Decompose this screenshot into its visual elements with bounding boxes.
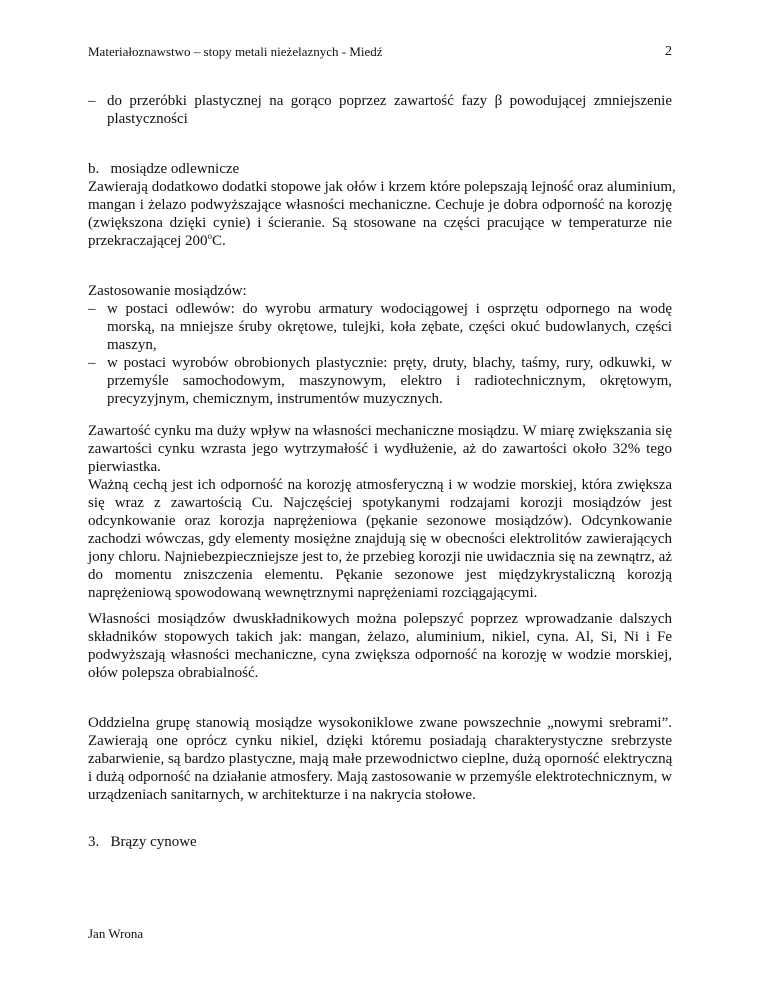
text-line: maszyn, [107, 337, 157, 353]
text-line: urządzeniach sanitarnych, w architekturze i na nakrycia stołowe. [88, 787, 476, 803]
text-line: mangan i żelazo podwyższające własności mechaniczne. Cechuje je dobra odporność na korozję [88, 197, 672, 213]
text-line: naprężeniową spowodowaną wewnętrznymi naprężeniami rozciągającymi. [88, 585, 538, 601]
text-line: jony chloru. Najniebezpieczniejsze jest to, że przebieg korozji nie uwidacznia się na zewnątrz, aż [88, 549, 672, 565]
temp-prefix: przekraczającej 200 [88, 233, 208, 249]
page-number: 2 [665, 44, 672, 59]
applications-heading: Zastosowanie mosiądzów: [88, 283, 247, 299]
text-line: zachodzi wówczas, gdy elementy mosiężne znajdują się w obecności elektrolitów zawierających [88, 531, 672, 547]
text-line: Zawierają one oprócz cynku nikiel, dzięki któremu posiadają charakterystyczne srebrzyste [88, 733, 672, 749]
zinc-paragraph [88, 422, 672, 602]
text-line: składników stopowych takich jak: mangan, żelazo, aluminium, nikiel, cyna. Al, Si, Ni i Fe [88, 629, 672, 645]
text-line: i dużą odporność na działanie atmosfery. Mają zastosowanie w przemyśle elektrotechnicznym, w [88, 769, 672, 785]
text-line: (zwiększona dzięki cynie) i ścieranie. Są stosowane na części pracujące w temperaturze nie [88, 215, 672, 231]
text-line [88, 232, 672, 250]
text-line: do przeróbki plastycznej na gorąco poprzez zawartość fazy β powodującej zmniejszenie [107, 93, 672, 109]
text-line: w postaci wyrobów obrobionych plastycznie: pręty, druty, blachy, taśmy, rury, odkuwki, w [107, 355, 672, 371]
text-line: plastyczności [107, 111, 188, 127]
text-line: Ważną cechą jest ich odporność na korozję atmosferyczną i w wodzie morskiej, która zwiększa [88, 477, 672, 493]
text-line: do momentu zniszczenia elementu. Pękanie sezonowe jest międzykrystaliczną korozją [88, 567, 672, 583]
application-bullet-2-body [107, 354, 672, 408]
text-line: zabarwienie, są bardzo plastyczne, mają małe przewodnictwo cieplne, dużą oporność elektryczną [88, 751, 673, 767]
section-b [88, 160, 676, 250]
text-line: pierwiastka. [88, 459, 161, 475]
text-line: się wraz z zawartością Cu. Najczęściej spotykanymi rodzajami korozji mosiądzów jest [88, 495, 672, 511]
application-bullet-2 [88, 354, 672, 408]
text-line: w postaci odlewów: do wyrobu armatury wodociągowej i osprzętu odpornego na wodę [107, 301, 672, 317]
properties-paragraph [88, 610, 672, 682]
nickel-paragraph [88, 714, 672, 804]
page-footer-author: Jan Wrona [88, 926, 144, 941]
bullet-dash: – [88, 355, 96, 371]
text-line: zawartości cynku wzrasta jego wytrzymałość i wydłużenie, aż do zawartości około 32% tego [88, 441, 672, 457]
text-line: precyzyjnym, chemicznym, instrumentów muzycznych. [107, 391, 443, 407]
section-3-heading: 3. Brązy cynowe [88, 834, 197, 850]
text-line: Zawartość cynku ma duży wpływ na własności mechaniczne mosiądzu. W miarę zwiększania się [88, 423, 672, 439]
application-bullet-1 [88, 300, 672, 354]
text-line: przemyśle samochodowym, maszynowym, elektro i radiotechnicznym, okrętowym, [107, 373, 672, 389]
text-line: Oddzielna grupę stanowią mosiądze wysokoniklowe zwane powszechnie „nowymi srebrami”. [88, 715, 672, 731]
bullet-dash: – [88, 301, 96, 317]
top-bullet-body [107, 92, 672, 128]
page-header-title: Materiałoznawstwo – stopy metali nieżelaznych - Miedź [88, 44, 383, 59]
top-bullet [88, 92, 672, 128]
text-line: podwyższają własności mechaniczne, cyna zwiększa odporność na korozję w wodzie morskiej, [88, 647, 672, 663]
text-line: Własności mosiądzów dwuskładnikowych można polepszyć poprzez wprowadzanie dalszych [88, 611, 672, 627]
degree-sup: o [207, 231, 212, 241]
application-bullet-1-body [107, 300, 672, 354]
text-line: ołów polepsza obrabialność. [88, 665, 259, 681]
bullet-dash: – [88, 93, 96, 109]
text-line: morską, na mniejsze śruby okrętowe, tulejki, koła zębate, części okuć budowlanych, części [107, 319, 672, 335]
section-b-heading: b. mosiądze odlewnicze [88, 161, 240, 177]
text-line: odcynkowanie oraz korozja naprężeniowa (pękanie sezonowe mosiądzów). Odcynkowanie [88, 513, 672, 529]
text-line: Zawierają dodatkowo dodatki stopowe jak ołów i krzem które polepszają lejność oraz aluminium, [88, 179, 676, 195]
temp-suffix: C. [212, 233, 226, 249]
